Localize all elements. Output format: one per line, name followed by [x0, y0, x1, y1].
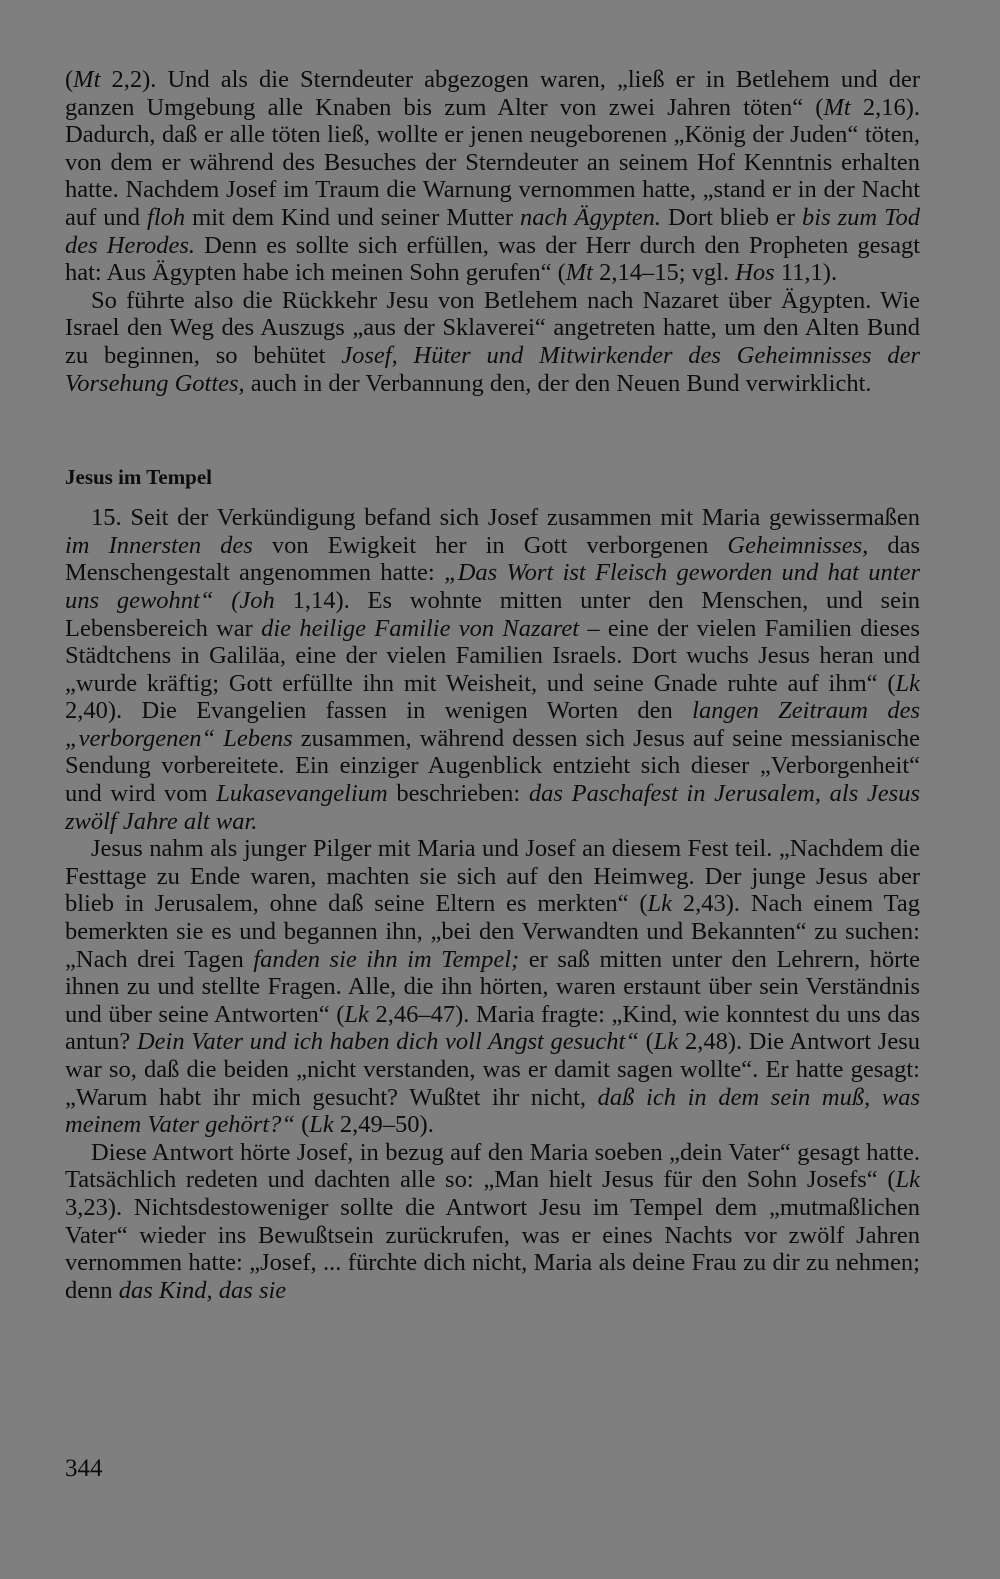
italic-run: die heilige Familie von Nazaret — [261, 614, 580, 642]
italic-run: im Innersten des — [65, 531, 253, 559]
text-run: 15. Seit der Verkündigung befand sich Josef zusammen mit Maria gewissermaßen — [91, 504, 920, 532]
main-text — [65, 66, 920, 1304]
text-run: Denn es sollte sich erfüllen, was der Herr durch den Propheten gesagt hat: Aus Ägypten habe ich meinen Sohn gerufen“ ( — [65, 231, 920, 287]
text-run: 1,14). Es wohnte mitten unter den Menschen, und sein Lebensbereich war — [65, 586, 920, 642]
text-run: ( — [638, 1028, 654, 1056]
text-run: 3,23). Nichtsdestoweniger sollte die Antwort Jesu im Tempel dem „mutmaßlichen Vater“ wieder ins Bewußtsein zurückrufen, was er eines Nachts vor zwölf Jahren vernommen hatte: „Josef, ... fürchte dich nicht, Maria als deine Frau zu dir zu nehmen; denn — [65, 1193, 920, 1304]
text-run: Diese Antwort hörte Josef, in bezug auf den Maria soeben „dein Vater“ gesagt hatte. Tatsächlich redeten und dachten alle so: „Man hielt Jesus für den Sohn Josefs“ ( — [65, 1138, 920, 1194]
text-run: beschrieben: — [387, 780, 529, 808]
italic-run: Dein Vater und ich haben dich voll Angst gesucht“ — [136, 1028, 639, 1056]
italic-run: nach Ägypten. — [520, 203, 662, 231]
italic-run: das Kind, das sie — [118, 1276, 287, 1304]
italic-run: floh — [147, 203, 186, 231]
text-run: das Menschengestalt angenommen hatte: — [65, 531, 920, 587]
paragraph — [65, 504, 920, 835]
text-run: ( — [65, 66, 74, 93]
text-run: zusammen, während dessen sich Jesus auf seine messianische Sendung vorbereitete. Ein einziger Augenblick entzieht sich dieser „Verborgenheit“ und wird vom — [65, 724, 920, 808]
paragraph — [65, 66, 920, 287]
italic-run: das Paschafest in Jerusalem, als Jesus zwölf Jahre alt war. — [65, 780, 920, 835]
italic-run: Lk — [647, 890, 673, 918]
italic-run: Joh — [239, 586, 275, 614]
text-run: 2,46–47). Maria fragte: „Kind, wie konntest du uns das antun? — [65, 1000, 920, 1056]
text-run: 2,40). Die Evangelien fassen in wenigen Worten den — [65, 697, 693, 725]
italic-run: Lk — [653, 1028, 679, 1056]
paragraph — [65, 835, 920, 1139]
text-run: 11,1). — [774, 259, 838, 287]
italic-run: Lukasevangelium — [216, 780, 388, 808]
italic-run: Lk — [895, 669, 920, 697]
italic-run: Josef, Hüter und Mitwirkender des Geheimnisses der Vorsehung Gottes, — [65, 341, 921, 397]
paragraph — [65, 1139, 920, 1305]
text-run: von Ewigkeit her in Gott verborgenen — [252, 531, 728, 559]
text-run: 2,2). Und als die Sterndeuter abgezogen waren, „ließ er in Betlehem und der ganzen Umgebung alle Knaben bis zum Alter von zwei Jahren töten“ ( — [65, 66, 920, 121]
italic-run: Geheimnisses, — [727, 531, 869, 559]
italic-run: bis zum Tod des Herodes. — [65, 203, 920, 259]
text-run: Jesus nahm als junger Pilger mit Maria und Josef an diesem Fest teil. „Nachdem die Festtage zu Ende waren, machten sie sich auf den Heimweg. Der junge Jesus aber blieb in Jerusalem, ohne daß seine Eltern es merkten“ ( — [65, 835, 920, 918]
italic-run: Mt — [823, 93, 851, 121]
italic-run: Lk — [344, 1000, 369, 1028]
text-run: 2,48). Die Antwort Jesu war so, daß die beiden „nicht verstanden, was er damit sagen wollte“. Er hatte gesagt: „Warum habt ihr mich gesucht? Wußtet ihr nicht, — [65, 1028, 920, 1111]
page-number: 344 — [65, 1455, 103, 1482]
italic-run: langen Zeitraum des „verborgenen“ Lebens — [65, 697, 920, 752]
section-heading: Jesus im Tempel — [65, 465, 213, 490]
italic-run: fanden sie ihn im Tempel; — [253, 945, 520, 973]
text-run: mit dem Kind und seiner Mutter — [185, 203, 521, 231]
text-run: Dort blieb er — [661, 203, 803, 231]
italic-run: „Das Wort ist Fleisch geworden und hat unter uns gewohnt“ ( — [65, 559, 920, 614]
text-run: er saß mitten unter den Lehrern, hörte ihnen zu und stellte Fragen. Alle, die ihn hörten, waren erstaunt über sein Verständnis und über seine Antworten“ ( — [65, 945, 920, 1028]
text-run: auch in der Verbannung den, der den Neuen Bund verwirklicht. — [244, 369, 872, 397]
italic-run: Lk — [895, 1166, 920, 1194]
italic-run: Hos — [735, 259, 775, 287]
text-run: 2,49–50). — [333, 1111, 434, 1139]
paragraph — [65, 287, 920, 397]
text-run: – eine der vielen Familien dieses Städtchens in Galiläa, eine der vielen Familien Israels. Dort wuchs Jesus heran und „wurde kräftig; Gott erfüllte ihn mit Weisheit, und seine Gnade ruhte auf ihm“ ( — [65, 614, 920, 697]
italic-run: daß ich in dem sein muß, was meinem Vater gehört?“ — [65, 1083, 920, 1139]
text-run: 2,43). Nach einem Tag bemerkten sie es und begannen ihn, „bei den Verwandten und Bekannten“ zu suchen: „Nach drei Tagen — [65, 890, 920, 973]
text-run: So führte also die Rückkehr Jesu von Betlehem nach Nazaret über Ägypten. Wie Israel den Weg des Auszugs „aus der Sklaverei“ angetreten hatte, um den Alten Bund zu beginnen, so behütet — [65, 286, 920, 369]
italic-run: Mt — [565, 259, 593, 287]
italic-run: Mt — [73, 66, 101, 93]
text-run: ( — [295, 1111, 310, 1139]
italic-run: Lk — [309, 1111, 334, 1139]
text-run: 2,14–15; vgl. — [592, 259, 736, 287]
text-run: 2,16). Dadurch, daß er alle töten ließ, wollte er jenen neugeborenen „König der Juden“ töten, von dem er während des Besuches der Sterndeuter an seinem Hof Kenntnis erhalten hatte. Nachdem Josef im Traum die Warnung vernommen hatte, „stand er in der Nacht auf und — [65, 93, 920, 231]
